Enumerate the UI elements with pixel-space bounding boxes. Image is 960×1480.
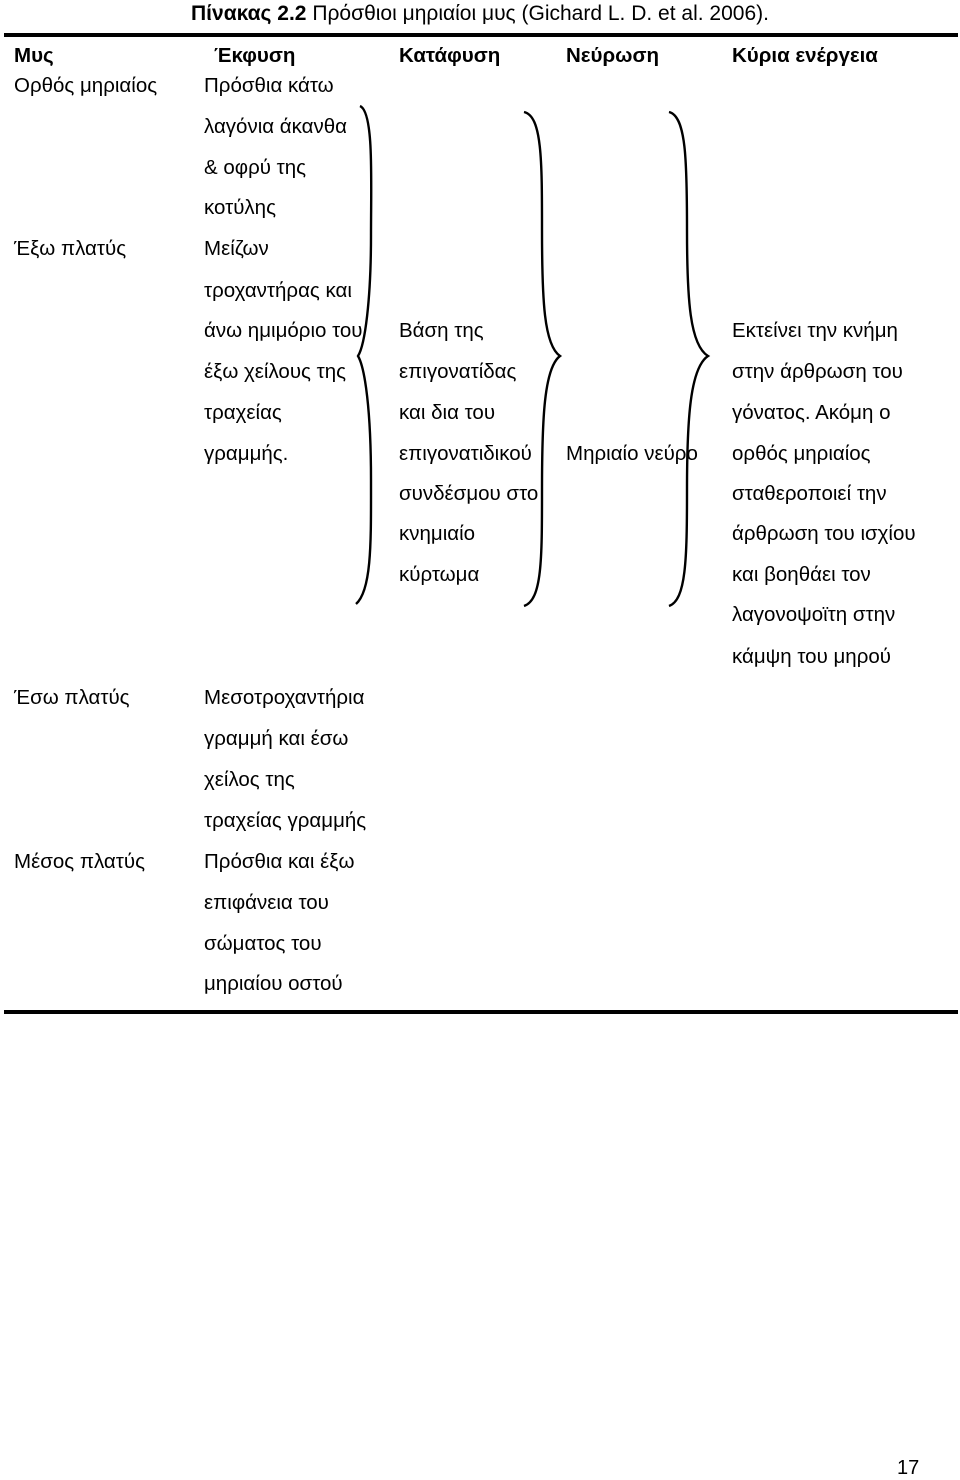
origin-line: σώματος του	[204, 932, 322, 955]
action-line: σταθεροποιεί την	[732, 482, 887, 505]
innervation-text: Μηριαίο νεύρο	[566, 442, 698, 465]
insertion-line: κύρτωμα	[399, 563, 480, 586]
origin-line: χείλος της	[204, 768, 295, 791]
insertion-line: κνημιαίο	[399, 522, 476, 545]
page-number: 17	[897, 1457, 920, 1479]
header-innervation: Νεύρωση	[566, 44, 660, 67]
insertion-line: επιγονατίδας	[399, 360, 517, 383]
origin-line: & οφρύ της	[204, 156, 307, 179]
action-line: Εκτείνει την κνήμη	[732, 319, 898, 342]
action-line: ορθός μηριαίος	[732, 442, 871, 465]
origin-line: μηριαίου οστού	[204, 972, 343, 995]
origin-line: Μείζων	[204, 237, 269, 260]
origin-line: Μεσοτροχαντήρια	[204, 686, 365, 709]
origin-brace	[356, 106, 371, 604]
muscle-name: Έξω πλατύς	[14, 237, 127, 260]
caption-label: Πίνακας 2.2	[191, 2, 307, 25]
origin-line: γραμμή και έσω	[204, 727, 349, 750]
action-line: άρθρωση του ισχίου	[732, 522, 916, 545]
insertion-line: συνδέσμου στο	[399, 482, 539, 505]
insertion-line: Βάση της	[399, 319, 484, 342]
header-origin: Έκφυση	[214, 44, 296, 67]
muscle-name: Έσω πλατύς	[14, 686, 130, 709]
insertion-brace	[524, 112, 560, 606]
origin-line: τροχαντήρας και	[204, 279, 352, 302]
header-insertion: Κατάφυση	[399, 44, 501, 67]
action-line: κάμψη του μηρού	[732, 645, 891, 668]
origin-line: Πρόσθια και έξω	[204, 850, 355, 873]
origin-line: κοτύλης	[204, 196, 276, 219]
muscle-name: Ορθός μηριαίος	[14, 74, 158, 97]
origin-line: λαγόνια άκανθα	[204, 115, 347, 138]
action-line: και βοηθάει τον	[732, 563, 871, 586]
header-action: Κύρια ενέργεια	[732, 44, 878, 67]
origin-line: επιφάνεια του	[204, 891, 329, 914]
origin-line: τραχείας	[204, 401, 282, 424]
action-line: στην άρθρωση του	[732, 360, 903, 383]
insertion-line: επιγονατιδικού	[399, 442, 532, 465]
origin-line: Πρόσθια κάτω	[204, 74, 334, 97]
action-line: γόνατος. Ακόμη ο	[732, 401, 891, 424]
header-muscle: Μυς	[14, 44, 54, 67]
action-line: λαγονοψοϊτη στην	[732, 603, 896, 626]
origin-line: άνω ημιμόριο του	[204, 319, 363, 342]
origin-line: τραχείας γραμμής	[204, 809, 367, 832]
origin-line: γραμμής.	[204, 442, 289, 465]
muscle-name: Μέσος πλατύς	[14, 850, 145, 873]
origin-line: έξω χείλους της	[204, 360, 346, 383]
caption-text: Πρόσθιοι μηριαίοι μυς (Gichard L. D. et al. 2006).	[306, 2, 769, 25]
insertion-line: και δια του	[399, 401, 496, 424]
innervation-brace	[669, 112, 708, 606]
